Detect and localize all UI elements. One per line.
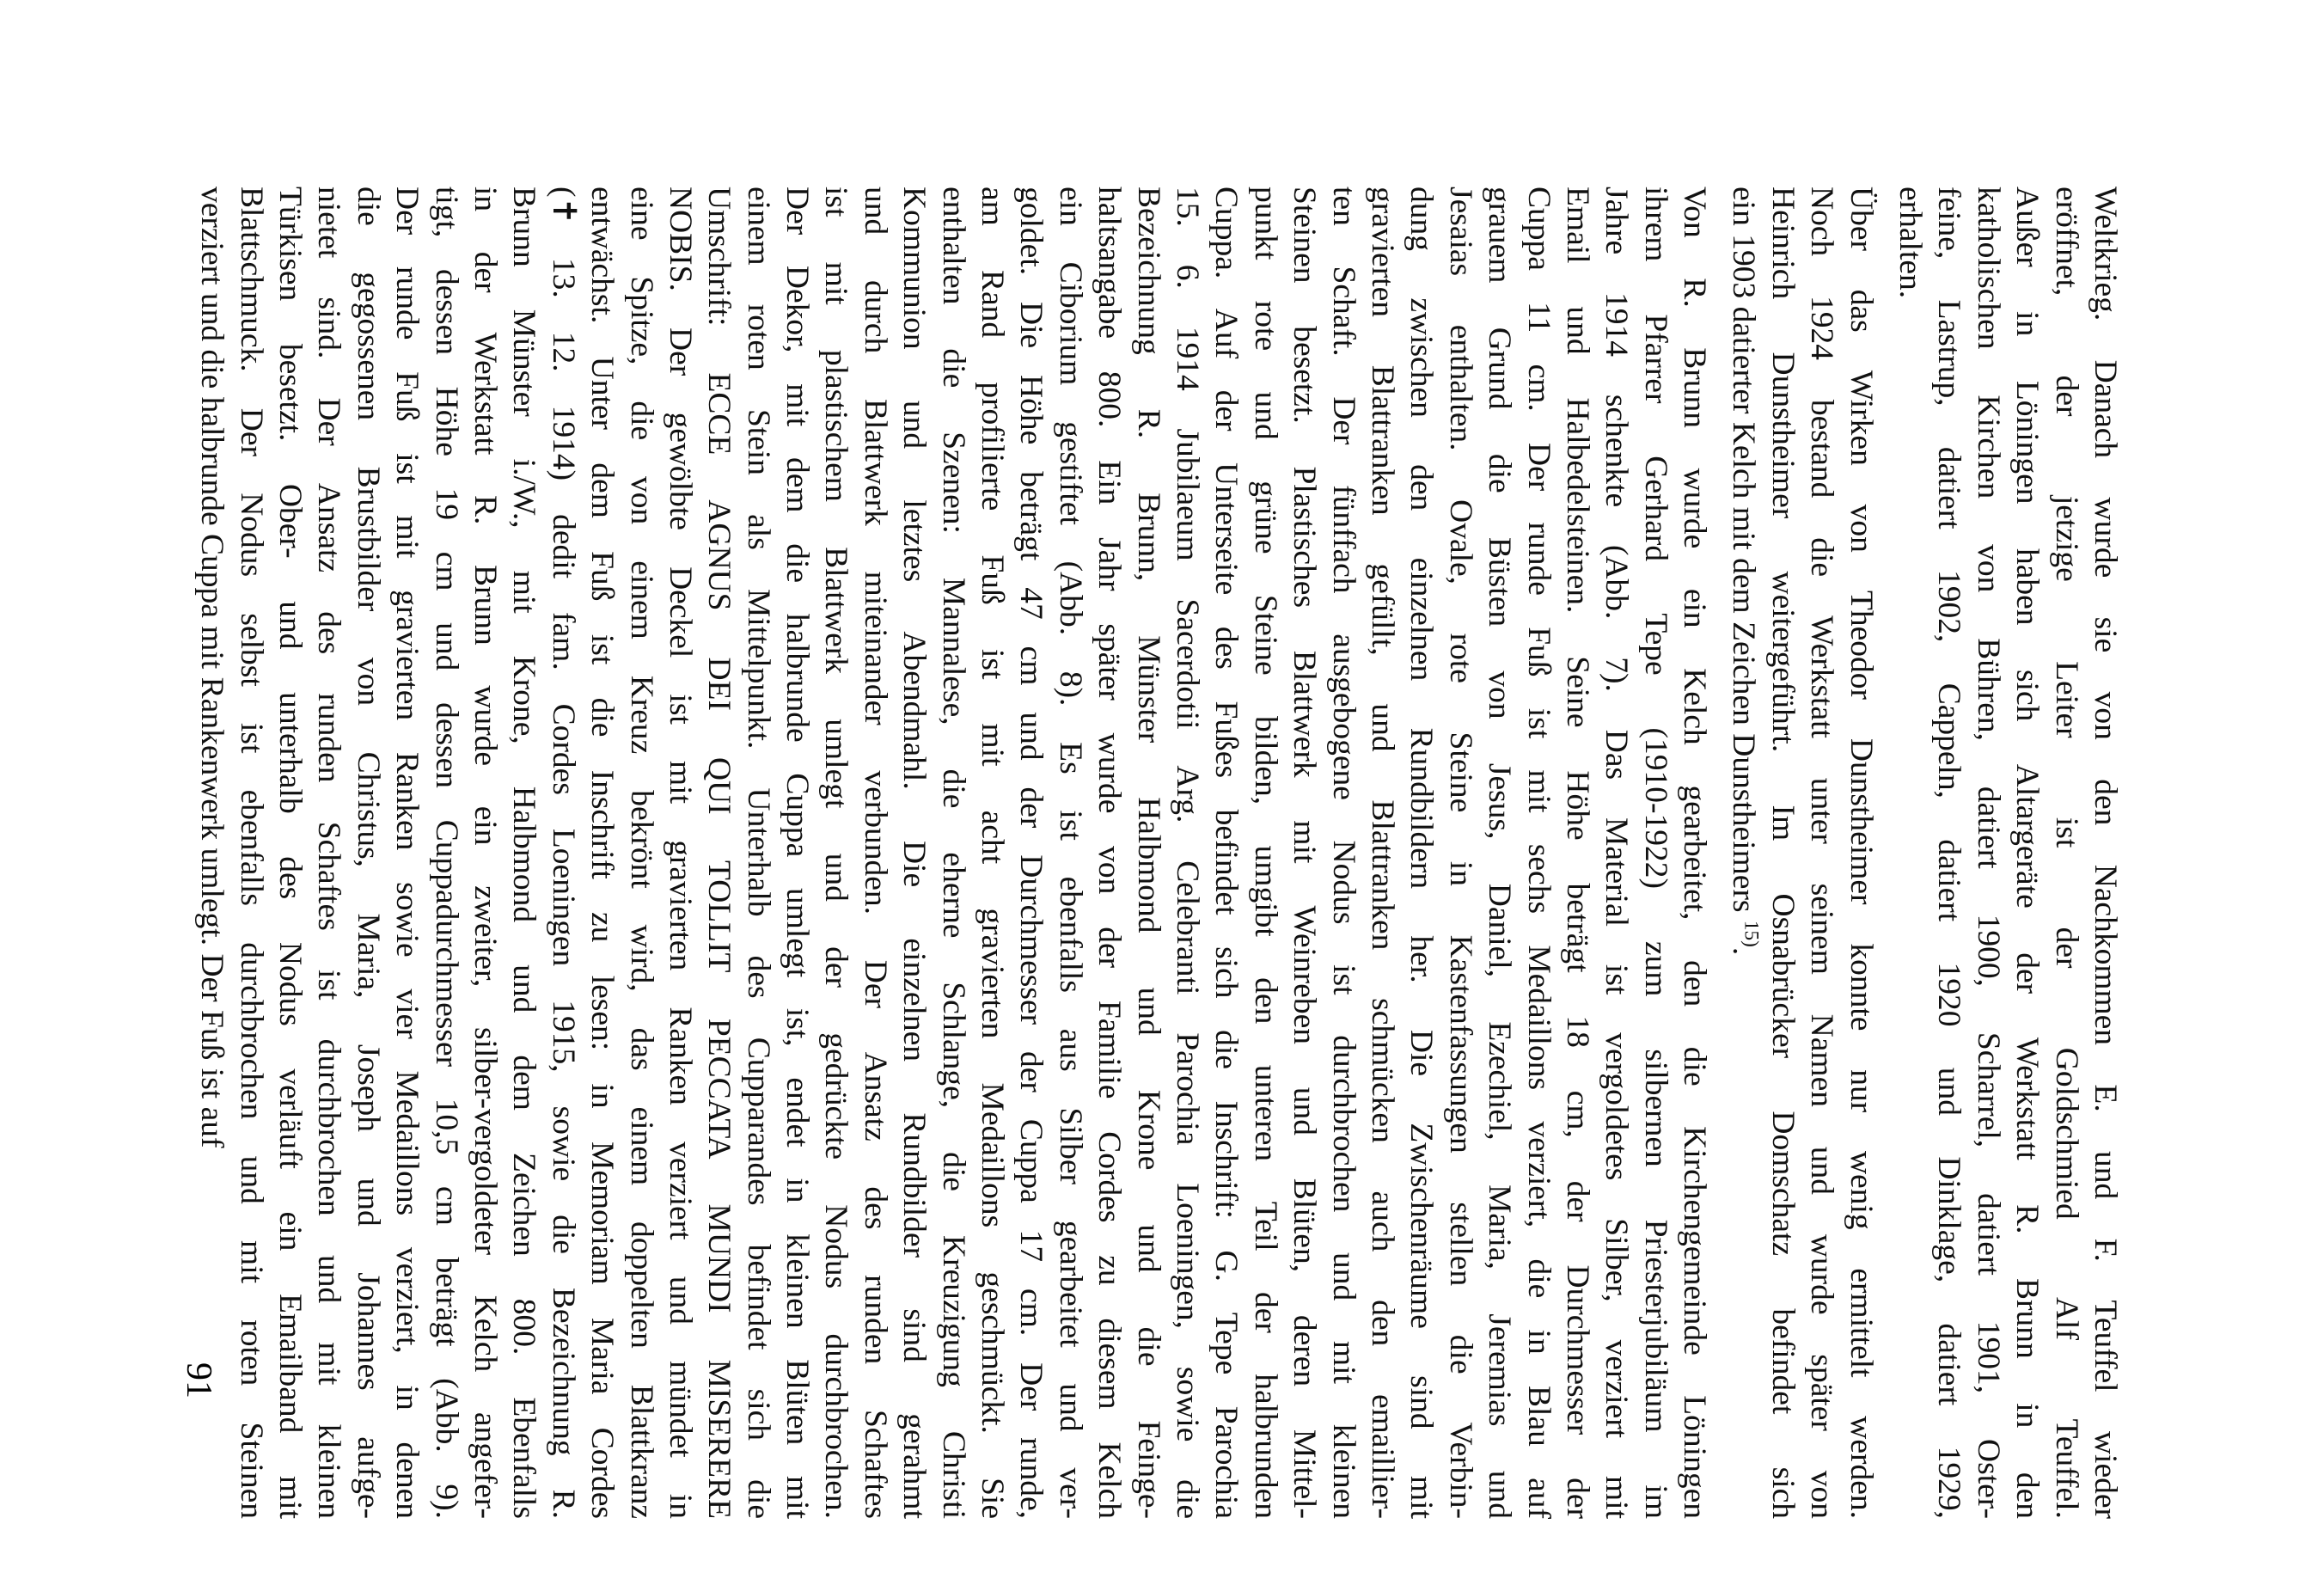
text-line-content: Türkisen besetzt. Ober- und unterhalb des Nodus verläuft ein Emailband mit [272, 187, 309, 1519]
text-line-content: ihrem Pfarrer Gerhard Tepe (1910-1922) zum silbernen Priesterjubiläum im [1637, 187, 1673, 1519]
text-line [1558, 187, 1597, 1519]
text-line-content: katholischen Kirchen von Bühren, datiert 1900, Scharrel, datiert 1901, Oster- [1970, 187, 2006, 1519]
paragraph-gap [1714, 187, 1724, 1519]
text-line [1402, 187, 1440, 1519]
text-line [1168, 187, 1207, 1519]
text-line-content: ist mit plastischem Blattwerk umlegt und der gedrückte Nodus durchbrochen. [818, 187, 854, 1519]
text-line-content: Kommunion und letztes Abendmahl. Die einzelnen Rundbilder sind gerahmt [896, 187, 933, 1519]
paragraph-2 [1724, 187, 1881, 1519]
text-line [933, 187, 972, 1519]
text-line [1363, 187, 1402, 1519]
text-line [1050, 187, 1089, 1519]
text-line [778, 187, 816, 1519]
text-line-content: Heinrich Dunstheimer weitergeführt. Im Osnabrücker Domschatz befindet sich [1764, 187, 1801, 1519]
text-line-content: entwächst. Unter dem Fuß ist die Inschrift zu lesen: in Memoriam Maria Cordes [584, 187, 621, 1519]
footnote-marker: 15) [1740, 920, 1763, 947]
page-number-text: 91 [179, 1362, 218, 1399]
text-line-content: Der runde Fuß ist mit gravierten Ranken sowie vier Medaillons verziert, in denen [389, 187, 425, 1519]
text-line [1636, 187, 1674, 1519]
text-line [1285, 187, 1324, 1519]
text-line [426, 187, 465, 1519]
text-line-content: einem roten Stein als Mittelpunkt. Unterhalb des Cupparandes befindet sich die [740, 187, 776, 1519]
text-line-content: Jesaias enthalten. Ovale, rote Steine in Kastenfassungen stellen die Verbin- [1442, 187, 1478, 1519]
text-line-content: grauem Grund die Büsten von Jesus, Daniel, Ezechiel, Maria, Jeremias und [1482, 187, 1518, 1519]
text-line-content: ein Ciborium gestiftet (Abb. 8). Es ist ebenfalls aus Silber gearbeitet und ver- [1052, 187, 1088, 1519]
text-line-content: Steinen besetzt. Plastisches Blattwerk mit Weinreben und Blüten, deren Mittel- [1287, 187, 1323, 1519]
text-line-content: eröffnet, der jetzige Leiter ist der Goldschmied Alf Teuffel. [2048, 187, 2084, 1519]
paragraph-gap [1881, 187, 1891, 1519]
text-line-content: haltsangabe 800. Ein Jahr später wurde von der Familie Cordes zu diesem Kelch [1092, 187, 1128, 1519]
text-line [348, 187, 387, 1519]
text-line [700, 187, 738, 1519]
text-line [1090, 187, 1128, 1519]
text-line-content: (✝ 13. 12. 1914) dedit fam. Cordes Loeningen 1915, sowie die Bezeichnung R. [545, 187, 581, 1519]
text-line [1930, 187, 1968, 1519]
text-line-content: Umschrift: ECCE AGNUS DEI QUI TOLLIT PECCATA MUNDI MISERERE [701, 187, 737, 1519]
text-line [193, 187, 231, 1519]
text-line [1841, 187, 1880, 1519]
text-line [1519, 187, 1557, 1519]
text-line-content: Bezeichnung R. Brunn, Münster Halbmond und Krone und die Feinge- [1130, 187, 1166, 1519]
text-line-content: dung zwischen den einzelnen Rundbildern her. Die Zwischenräume sind mit [1404, 187, 1440, 1519]
text-line [231, 187, 270, 1519]
text-line [1763, 187, 1801, 1519]
text-line-content: Weltkrieg. Danach wurde sie von den Nachkommen E. und F. Teuffel wieder [2088, 187, 2123, 1519]
text-line [856, 187, 895, 1519]
text-line [466, 187, 505, 1519]
text-line-content: Blattschmuck. Der Nodus selbst ist ebenfalls durchbrochen und mit roten Steinen [233, 187, 269, 1519]
text-line-content: ein 1903 datierter Kelch mit dem Zeichen Dunstheimers [1726, 187, 1762, 913]
text-line [1012, 187, 1050, 1519]
text-line [583, 187, 621, 1519]
text-line-content: Noch 1924 bestand die Werkstatt unter seinem Namen und wurde später von [1804, 187, 1840, 1519]
text-line-content: enthalten die Szenen: Mannalese, die eherne Schlange, die Kreuzigung Christi [935, 187, 971, 1519]
text-line-content: Cuppa 11 cm. Der runde Fuß ist mit sechs Medaillons verziert, die in Blau auf [1520, 187, 1556, 1519]
text-line [1724, 187, 1763, 1519]
text-line [1440, 187, 1479, 1519]
text-line-content: Jahre 1914 schenkte (Abb. 7). Das Material ist vergoldetes Silber, verziert mit [1599, 187, 1635, 1519]
text-line-content: Cuppa. Auf der Unterseite des Fußes befindet sich die Inschrift: G. Tepe Parochia [1208, 187, 1245, 1519]
text-line-content: 15. 6. 1914 Jubilaeum Sacerdotii Arg. Celebranti Parochia Loeningen, sowie die [1170, 187, 1206, 1519]
text-line [2008, 187, 2046, 1519]
text-line [661, 187, 700, 1519]
text-line-content: goldet. Die Höhe beträgt 47 cm und der Durchmesser der Cuppa 17 cm. Der runde, [1013, 187, 1049, 1519]
text-line-content: erhalten. [1893, 187, 1929, 299]
page-number [178, 1362, 218, 1483]
text-line [1675, 187, 1714, 1519]
text-line-content: Von R. Brunn wurde ein Kelch gearbeitet, den die Kirchengemeinde Löningen [1677, 187, 1713, 1519]
text-line [895, 187, 933, 1519]
text-line [973, 187, 1012, 1519]
text-line [1207, 187, 1245, 1519]
text-line [1597, 187, 1636, 1519]
paragraph-1 [1891, 187, 2125, 1519]
text-line [1128, 187, 1167, 1519]
text-line-content: die gegossenen Brustbilder von Christus, Maria, Joseph und Johannes aufge- [350, 187, 386, 1519]
text-line-content: Über das Wirken von Theodor Dunstheimer konnte nur wenig ermittelt werden. [1843, 187, 1879, 1519]
footnote-trailing-punctuation: . [1726, 946, 1762, 956]
text-line-content: am Rand profilierte Fuß ist mit acht gravierten Medaillons geschmückt. Sie [975, 187, 1011, 1519]
text-line [505, 187, 543, 1519]
text-line [543, 187, 582, 1519]
text-line-content: verziert und die halbrunde Cuppa mit Rankenwerk umlegt. Der Fuß ist auf [194, 187, 230, 1148]
text-line [1324, 187, 1362, 1519]
text-line [1245, 187, 1284, 1519]
rotated-text-block [194, 187, 2125, 1519]
text-line [621, 187, 660, 1519]
text-line [738, 187, 777, 1519]
space [1726, 913, 1761, 921]
text-line-content: und durch Blattwerk miteinander verbunden. Der Ansatz des runden Schaftes [857, 187, 893, 1519]
text-line-content: nietet sind. Der Ansatz des runden Schaftes ist durchbrochen und mit kleinen [311, 187, 347, 1519]
text-line-content: gravierten Blattranken gefüllt, und Blattranken schmücken auch den emaillier- [1364, 187, 1400, 1519]
text-line-content: ten Schaft. Der fünffach ausgebogene Nodus ist durchbrochen und mit kleinen [1325, 187, 1361, 1519]
text-line [1968, 187, 2007, 1519]
text-line [1480, 187, 1519, 1519]
text-line [1891, 187, 1930, 1519]
text-line [388, 187, 426, 1519]
text-line-content: eine Spitze, die von einem Kreuz bekrönt wird, das einem doppelten Blattkranz [623, 187, 659, 1519]
text-line-content: punkt rote und grüne Steine bilden, umgibt den unteren Teil der halbrunden [1247, 187, 1283, 1519]
text-line [2046, 187, 2085, 1519]
text-line [309, 187, 348, 1519]
text-line [1802, 187, 1841, 1519]
text-line [816, 187, 855, 1519]
text-line-content: Brunn Münster i./W., mit Krone, Halbmond und dem Zeichen 800. Ebenfalls [506, 187, 542, 1519]
text-line-content: feine, Lastrup, datiert 1902, Cappeln, datiert 1920 und Dinklage, datiert 1929, [1931, 187, 1967, 1519]
paragraph-3 [193, 187, 1714, 1519]
text-line-content: Der Dekor, mit dem die halbrunde Cuppa umlegt ist, endet in kleinen Blüten mit [780, 187, 816, 1519]
text-line-content: NOBIS. Der gewölbte Deckel ist mit gravierten Ranken verziert und mündet in [662, 187, 698, 1519]
text-line [2086, 187, 2125, 1519]
text-line-content: in der Werkstatt R. Brunn wurde ein zweiter, silber-vergoldeter Kelch angefer- [467, 187, 503, 1519]
text-line-content: tigt, dessen Höhe 19 cm und dessen Cuppadurchmesser 10,5 cm beträgt (Abb. 9). [428, 187, 464, 1519]
text-line-content: Email und Halbedelsteinen. Seine Höhe beträgt 18 cm, der Durchmesser der [1559, 187, 1595, 1519]
text-line-content: Außer in Löningen haben sich Altargeräte der Werkstatt R. Brunn in den [2009, 187, 2046, 1519]
text-line [271, 187, 309, 1519]
